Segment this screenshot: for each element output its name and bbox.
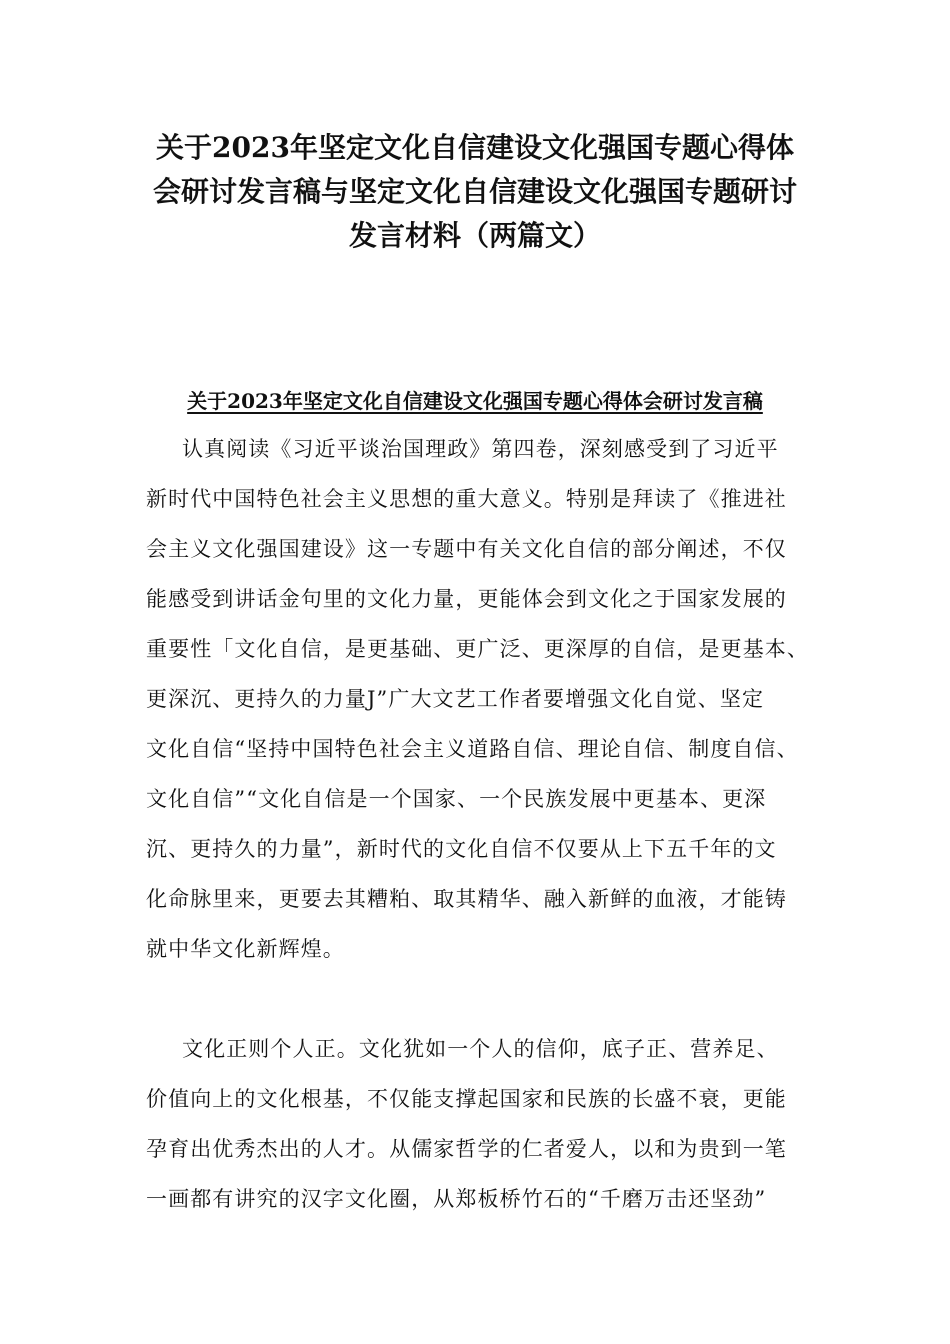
title-line: 关于2023年坚定文化自信建设文化强国专题心得体 [156,131,794,164]
paragraph-line: 文化自信“坚持中国特色社会主义道路自信、理论自信、制度自信、 [146,737,799,761]
paragraph-line: 新时代中国特色社会主义思想的重大意义。特别是拜读了《推进社 [146,487,787,511]
paragraph-line: 文化自信”“文化自信是一个国家、一个民族发展中更基本、更深 [146,787,767,811]
paragraph-line: 化命脉里来，更要去其糟粕、取其精华、融入新鲜的血液，才能铸 [146,887,787,911]
paragraph-line: 孕育出优秀杰出的人才。从儒家哲学的仁者爱人，以和为贵到一笔 [146,1137,787,1161]
paragraph-line: 文化正则个人正。文化犹如一个人的信仰，底子正、营养足、 [182,1037,779,1061]
paragraph-line: 沉、更持久的力量”，新时代的文化自信不仅要从上下五千年的文 [146,837,777,861]
paragraph-line: 更深沉、更持久的力量J”广大文艺工作者要增强文化自觉、坚定 [146,687,765,711]
paragraph-line: 会主义文化强国建设》这一专题中有关文化自信的部分阐述，不仅 [146,537,787,561]
section-heading: 关于2023年坚定文化自信建设文化强国专题心得体会研讨发言稿 [187,389,763,413]
document-title [100,126,850,258]
paragraph-line: 一画都有讲究的汉字文化圈，从郑板桥竹石的“千磨万击还坚劲” [146,1187,767,1211]
paragraph-line: 认真阅读《习近平谈治国理政》第四卷，深刻感受到了习近平 [182,437,779,461]
paragraph-line: 就中华文化新辉煌。 [146,937,345,961]
paragraph-line: 能感受到讲话金句里的文化力量，更能体会到文化之于国家发展的 [146,587,787,611]
paragraph-line: 价值向上的文化根基，不仅能支撑起国家和民族的长盛不衰，更能 [146,1087,787,1111]
title-line: 发言材料（两篇文） [348,219,601,252]
paragraph-line: 重要性「文化自信，是更基础、更广泛、更深厚的自信，是更基本、 [146,637,809,661]
title-line: 会研讨发言稿与坚定文化自信建设文化强国专题研讨 [152,175,797,208]
